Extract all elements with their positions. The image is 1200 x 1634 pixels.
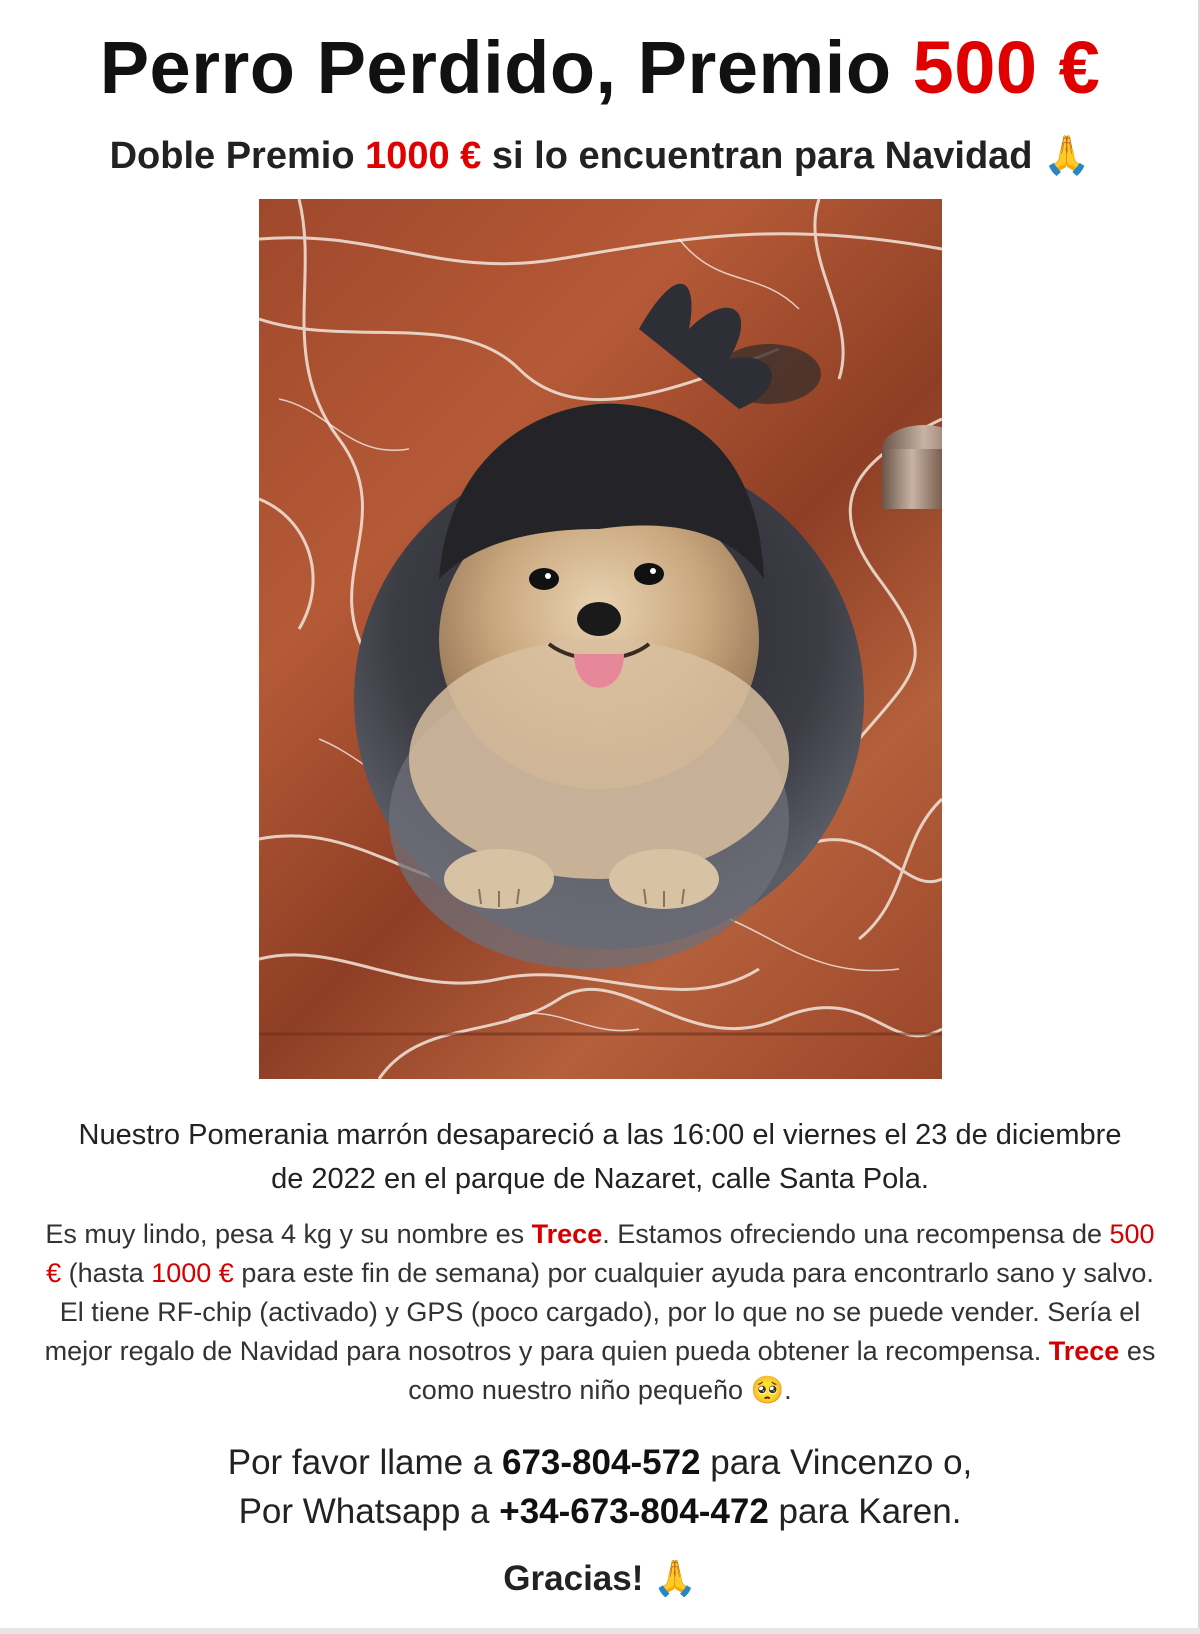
details-paragraph (40, 1215, 1160, 1410)
call-prefix: Por favor llame a (227, 1443, 502, 1482)
details-text-1: Es muy lindo, pesa 4 kg y su nombre es (45, 1219, 532, 1249)
praying-hands-icon: 🙏 (1043, 133, 1091, 177)
call-line (50, 1438, 1150, 1487)
page-edge-bottom (0, 1628, 1200, 1634)
details-text-2: . Estamos ofreciendo una recompensa de (602, 1219, 1110, 1249)
dog-name-repeat: Trece (1048, 1336, 1120, 1366)
whatsapp-line (50, 1487, 1150, 1536)
title-reward-amount: 500 € (912, 26, 1101, 109)
phone-vincenzo: 673-804-572 (502, 1443, 701, 1482)
reward-amount: 500 € (46, 1219, 1155, 1288)
thanks-message (0, 1554, 1200, 1604)
thanks-text: Gracias! (503, 1559, 654, 1598)
whatsapp-suffix: para Karen. (768, 1492, 962, 1531)
details-text-4: para este fin de semana) por cualquier ayuda para encontrarlo sano y salvo. El tiene RF-chip (activado) y GPS (poco cargado), por lo que no se puede vender. Sería el mejor regalo de Navidad para nosotros y para quien pueda obtener la recompensa. (44, 1258, 1154, 1366)
details-text-6: . (784, 1375, 792, 1405)
contact-info (50, 1438, 1150, 1536)
pleading-face-icon: 🥺 (750, 1375, 785, 1406)
details-text-3: (hasta (61, 1258, 152, 1288)
phone-karen: +34-673-804-472 (499, 1492, 769, 1531)
dog-photo (259, 199, 942, 1079)
title-text: Perro Perdido, Premio (99, 26, 913, 109)
subtitle-suffix: si lo encuentran para Navidad (481, 135, 1044, 177)
call-suffix: para Vincenzo o, (700, 1443, 973, 1482)
page-title (0, 0, 1200, 112)
disappearance-description: Nuestro Pomerania marrón desapareció a las 16:00 el viernes el 23 de diciembre de 2022 en el parque de Nazaret, calle Santa Pola. (78, 1119, 1122, 1195)
details-text-5: es como nuestro niño pequeño (408, 1336, 1156, 1405)
weekend-reward-amount: 1000 € (151, 1258, 234, 1288)
whatsapp-prefix: Por Whatsapp a (238, 1492, 500, 1531)
subtitle-double-amount: 1000 € (365, 135, 482, 177)
subtitle (0, 130, 1200, 181)
dog-name: Trece (531, 1219, 603, 1249)
subtitle-prefix: Doble Premio (109, 135, 366, 177)
praying-hands-icon-footer: 🙏 (653, 1559, 697, 1599)
pomeranian-dog-image (259, 199, 942, 1079)
